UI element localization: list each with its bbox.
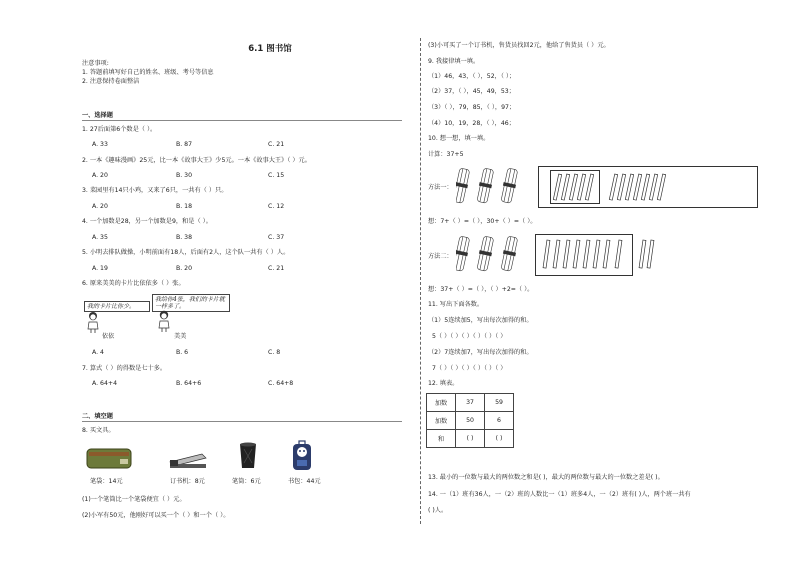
item-price: 笔筒：6元 xyxy=(232,478,261,485)
section-divider xyxy=(82,421,402,422)
question: （2）37，（ ），45，49，53； xyxy=(428,88,515,95)
stapler-icon xyxy=(168,450,208,470)
pencil-case-icon xyxy=(86,446,132,470)
speech-bubble-right: 我给你4张，我们的卡片就一样多了。 xyxy=(152,294,230,312)
table-cell: 59 xyxy=(485,394,514,412)
item-price: 书包：44元 xyxy=(288,478,321,485)
school-bag-icon xyxy=(290,440,314,472)
loose-sticks-icon xyxy=(537,236,657,272)
question: 3. 菜园里有14只小鸡，又来了6只，一共有（ ）只。 xyxy=(82,187,228,194)
method-equation: 想：7+（ ）=（ ），30+（ ）=（ ）。 xyxy=(428,218,537,225)
question: （4）10，19，28，（ ），46； xyxy=(428,120,515,127)
speech-bubble-left: 我的卡片比你少。 xyxy=(84,301,150,312)
stick-bundles-icon xyxy=(456,234,530,274)
table-cell: 加数 xyxy=(427,412,456,430)
option-c: C. 8 xyxy=(268,349,281,356)
option-a: A. 64+4 xyxy=(92,380,118,387)
question: (2)小军有50元，他刚好可以买一个（ ）和一个（ ）。 xyxy=(82,512,230,519)
option-b: B. 6 xyxy=(176,349,189,356)
option-b: B. 38 xyxy=(176,234,193,241)
table-cell: 6 xyxy=(485,412,514,430)
question: （1）5连续加5，写出每次加得的和。 xyxy=(428,317,533,324)
fill-table xyxy=(426,393,514,448)
method-label: 方法一： xyxy=(428,184,453,191)
table-cell: 50 xyxy=(456,412,485,430)
option-b: B. 64+6 xyxy=(176,380,202,387)
stick-bundles-icon xyxy=(456,166,530,206)
girl-icon xyxy=(157,310,171,332)
option-b: B. 18 xyxy=(176,203,193,210)
option-c: C. 64+8 xyxy=(268,380,294,387)
option-a: A. 20 xyxy=(92,172,108,179)
option-c: C. 37 xyxy=(268,234,285,241)
question: 4. 一个加数是28，另一个加数是9，和是（ ）。 xyxy=(82,218,212,225)
question: ( )人。 xyxy=(428,507,448,514)
answer-row: 7（ ）（ ）（ ）（ ）（ ）（ ） xyxy=(432,365,507,372)
notes-item: 2. 注意保持卷面整洁 xyxy=(82,78,140,85)
question: (1)一个笔筒比一个笔袋便宜（ ）元。 xyxy=(82,496,186,503)
question: 9. 我接律填一填。 xyxy=(428,58,480,65)
item-price: 订书机：8元 xyxy=(170,478,205,485)
pen-holder-icon xyxy=(238,442,258,470)
question: 2. 一本《趣味漫画》25元，比一本《故事大王》少5元。一本《故事大王》（ ）元。 xyxy=(82,157,311,164)
question: (3)小可买了一个订书机，售货员找回2元，他给了售货员（ ）元。 xyxy=(428,42,610,49)
page-title: 6.1 图书馆 xyxy=(248,44,292,54)
option-a: A. 4 xyxy=(92,349,104,356)
question: （1）46，43，（ ），52，（ ）； xyxy=(428,73,516,80)
question: 6. 原来美美的卡片比依依多（ ）张。 xyxy=(82,280,185,287)
name-label: 依依 xyxy=(102,333,115,340)
option-c: C. 21 xyxy=(268,265,285,272)
option-a: A. 33 xyxy=(92,141,108,148)
notes-heading: 注意事项: xyxy=(82,60,109,67)
option-a: A. 19 xyxy=(92,265,108,272)
table-row xyxy=(427,412,514,430)
name-label: 美美 xyxy=(174,333,187,340)
option-b: B. 20 xyxy=(176,265,193,272)
question: 14. 一（1）班有36人，一（2）班的人数比一（1）班多4人，一（2）班有( )人，两个班一共有 xyxy=(428,491,691,498)
column-divider xyxy=(420,38,421,524)
option-a: A. 20 xyxy=(92,203,108,210)
table-cell: 37 xyxy=(456,394,485,412)
method-label: 方法二： xyxy=(428,253,453,260)
method-equation: 想：37+（ ）=（ ），（ ）+2=（ ）。 xyxy=(428,286,534,293)
girl-icon xyxy=(86,311,100,333)
option-a: A. 35 xyxy=(92,234,108,241)
question: 1. 27后面第6个数是（ ）。 xyxy=(82,126,157,133)
question: 8. 买文具。 xyxy=(82,427,115,434)
item-price: 笔袋：14元 xyxy=(90,478,123,485)
option-c: C. 21 xyxy=(268,141,285,148)
calc-label: 计算：37+5 xyxy=(428,151,464,158)
section-divider xyxy=(82,120,402,121)
option-b: B. 30 xyxy=(176,172,193,179)
question: （3）（ ），79，85，（ ），97； xyxy=(428,104,516,111)
question: 13. 最小的一位数与最大的两位数之和是( )，最大的两位数与最大的一位数之差是( )。 xyxy=(428,474,664,481)
option-b: B. 87 xyxy=(176,141,193,148)
question: （2）7连续加7，写出每次加得的和。 xyxy=(428,349,533,356)
loose-sticks-icon xyxy=(540,168,754,204)
question: 12. 填表。 xyxy=(428,380,459,387)
question: 11. 写出下面各数。 xyxy=(428,301,484,308)
table-cell: 加数 xyxy=(427,394,456,412)
table-cell: 和 xyxy=(427,430,456,448)
question: 7. 算式（ ）的得数是七十多。 xyxy=(82,365,167,372)
section-heading: 二、填空题 xyxy=(82,413,113,420)
option-c: C. 12 xyxy=(268,203,285,210)
option-c: C. 15 xyxy=(268,172,285,179)
question: 5. 小明去排队做操，小明前面有18人，后面有2人，这个队一共有（ ）人。 xyxy=(82,249,290,256)
question: 10. 想一想，填一填。 xyxy=(428,135,490,142)
notes-item: 1. 答题前填写好自己的姓名、班级、考号等信息 xyxy=(82,69,214,76)
answer-row: 5（ ）（ ）（ ）（ ）（ ）（ ） xyxy=(432,333,507,340)
table-row xyxy=(427,394,514,412)
table-cell: ( ) xyxy=(485,430,514,448)
section-heading: 一、选择题 xyxy=(82,112,113,119)
table-cell: ( ) xyxy=(456,430,485,448)
table-row xyxy=(427,430,514,448)
